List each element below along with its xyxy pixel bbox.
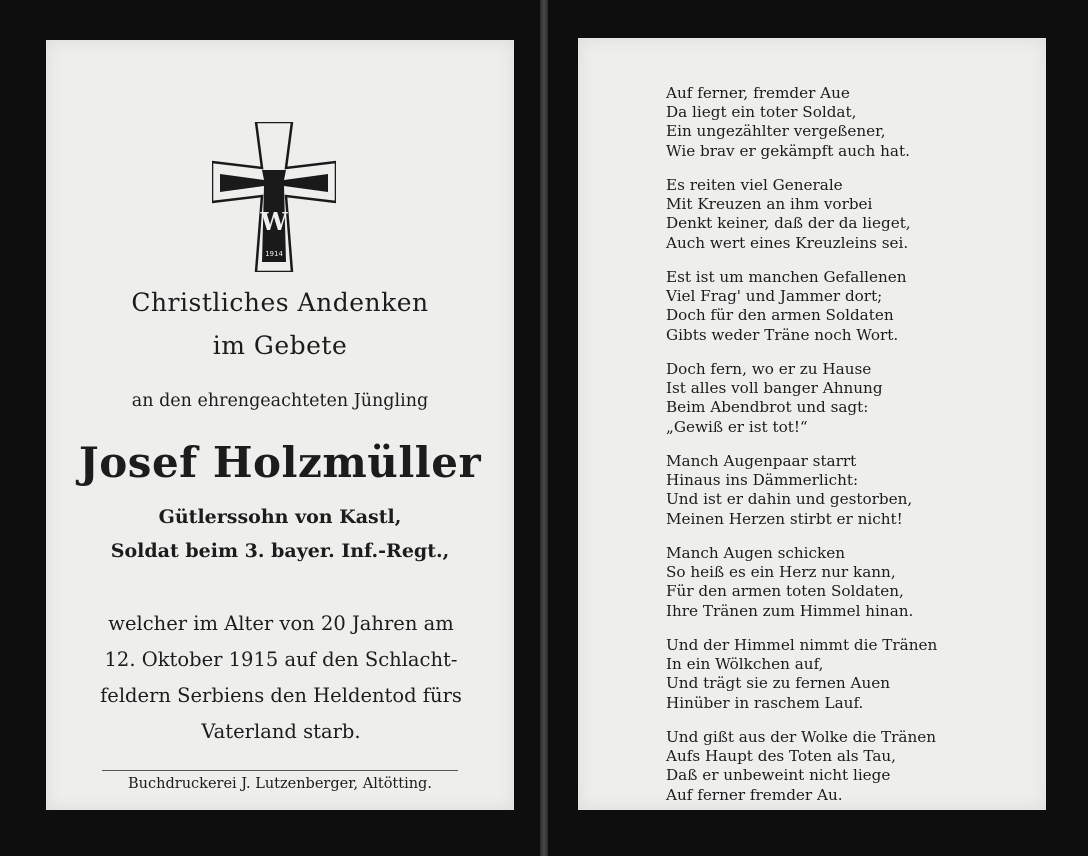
subtitle-line-2: Soldat beim 3. bayer. Inf.-Regt., — [110, 540, 450, 562]
poem-line: Manch Augenpaar starrt — [666, 452, 857, 470]
poem-line: So heiß es ein Herz nur kann, — [666, 563, 896, 582]
memorial-card-back — [578, 38, 1046, 810]
poem-line: Wie brav er gekämpft auch hat. — [666, 141, 910, 160]
poem-line: Auf ferner fremder Au. — [666, 785, 843, 804]
poem-line: Es reiten viel Generale — [666, 176, 843, 194]
poem-stanza — [666, 176, 1026, 253]
poem-line: Ein ungezählter vergeßener, — [666, 122, 886, 141]
death-notice-text — [76, 606, 486, 750]
poem-stanza — [666, 452, 1026, 529]
iron-cross-icon — [212, 122, 336, 272]
poem-line: Ist alles voll banger Ahnung — [666, 379, 883, 398]
poem-stanza — [666, 544, 1026, 621]
deceased-name: Josef Holzmüller — [78, 438, 482, 487]
poem-line: Für den armen toten Soldaten, — [666, 582, 904, 601]
poem-line: Mit Kreuzen an ihm vorbei — [666, 195, 873, 214]
body-line: Vaterland starb. — [201, 720, 361, 743]
intro-line: an den ehrengeachteten Jüngling — [131, 391, 429, 411]
poem — [666, 84, 1026, 820]
poem-stanza — [666, 728, 1026, 805]
fold-gutter — [540, 0, 548, 856]
poem-line: Hinaus ins Dämmerlicht: — [666, 471, 859, 490]
poem-line: Doch fern, wo er zu Hause — [666, 360, 872, 378]
poem-line: Auf ferner, fremder Aue — [666, 84, 850, 102]
poem-line: „Gewiß er ist tot!“ — [666, 417, 808, 436]
poem-line: In ein Wölkchen auf, — [666, 655, 824, 674]
poem-line: Est ist um manchen Gefallenen — [666, 268, 907, 286]
poem-line: Und gißt aus der Wolke die Tränen — [666, 728, 937, 746]
poem-line: Viel Frag' und Jammer dort; — [666, 287, 883, 306]
title-line-1: Christliches Andenken — [131, 288, 429, 317]
poem-line: Daß er unbeweint nicht liege — [666, 766, 891, 785]
poem-stanza — [666, 360, 1026, 437]
title-line-2: im Gebete — [212, 331, 348, 360]
poem-stanza — [666, 268, 1026, 345]
poem-line: Da liegt ein toter Soldat, — [666, 103, 857, 122]
poem-line: Hinüber in raschem Lauf. — [666, 693, 864, 712]
poem-line: Ihre Tränen zum Himmel hinan. — [666, 601, 914, 620]
memorial-card-front — [46, 40, 514, 810]
cross-year: 1914 — [265, 250, 283, 258]
poem-line: Und trägt sie zu fernen Auen — [666, 674, 891, 693]
poem-line: Denkt keiner, daß der da lieget, — [666, 214, 911, 233]
poem-line: Aufs Haupt des Toten als Tau, — [666, 747, 896, 766]
poem-line: Manch Augen schicken — [666, 544, 845, 562]
poem-line: Beim Abendbrot und sagt: — [666, 398, 869, 417]
poem-line: Auch wert eines Kreuzleins sei. — [666, 233, 909, 252]
body-line: 12. Oktober 1915 auf den Schlacht- — [104, 648, 458, 671]
body-line: welcher im Alter von 20 Jahren am — [108, 612, 454, 635]
poem-stanza — [666, 636, 1026, 713]
body-line: feldern Serbiens den Heldentod fürs — [100, 684, 462, 707]
divider-line — [102, 770, 458, 771]
poem-line: Und ist er dahin und gestorben, — [666, 490, 913, 509]
printer-credit: Buchdruckerei J. Lutzenberger, Altötting. — [128, 776, 432, 792]
subtitle-line-1: Gütlerssohn von Kastl, — [158, 506, 402, 528]
poem-line: Und der Himmel nimmt die Tränen — [666, 636, 938, 654]
cross-letter: W — [260, 207, 288, 236]
poem-line: Meinen Herzen stirbt er nicht! — [666, 509, 903, 528]
poem-line: Doch für den armen Soldaten — [666, 306, 894, 325]
poem-stanza — [666, 84, 1026, 161]
poem-line: Gibts weder Träne noch Wort. — [666, 325, 899, 344]
